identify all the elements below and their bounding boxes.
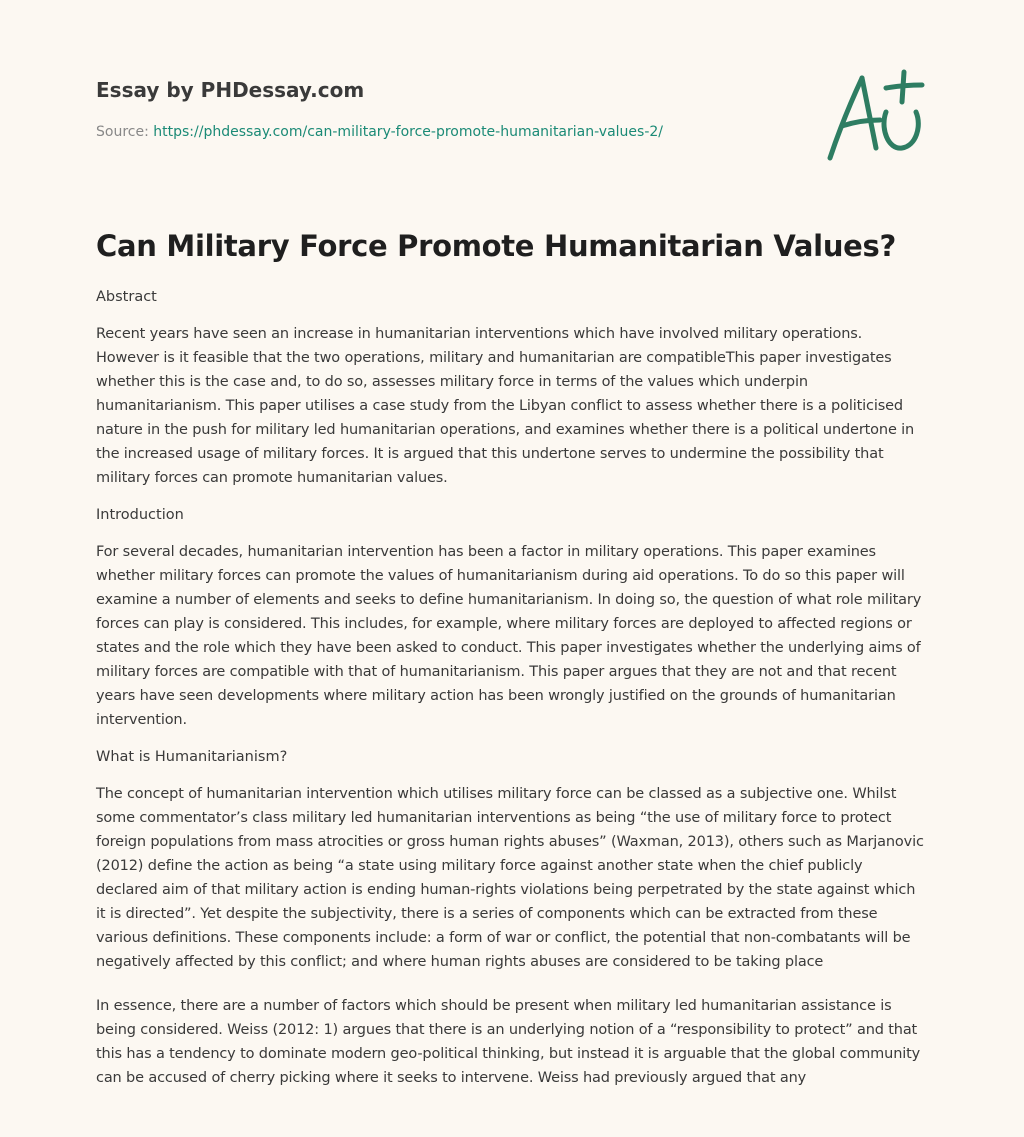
source-link[interactable]: https://phdessay.com/can-military-force-promote-humanitarian-values-2/ — [153, 124, 663, 140]
introduction-paragraph: For several decades, humanitarian intervention has been a factor in military operations. This paper examines whether military forces can promote the values of humanitarianism during aid operations. To do so this paper will examine a number of elements and seeks to define humanitarianism. In doing so, the question of what role military forces can play is considered. This includes, for example, where military forces are deployed to affected regions or states and the role which they have been asked to conduct. This paper investigates whether the underlying aims of military forces are compatible with that of humanitarianism. This paper argues that they are not and that recent years have seen developments where military action has been wrongly justified on the grounds of humanitarian intervention. — [96, 544, 922, 728]
abstract-paragraph: Recent years have seen an increase in humanitarian interventions which have involved military operations. However is it feasible that the two operations, military and humanitarian are compatibleThis paper investigates whether this is the case and, to do so, assesses military force in terms of the values which underpin humanitarianism. This paper utilises a case study from the Libyan conflict to assess whether there is a politicised nature in the push for military led humanitarian operations, and examines whether there is a political undertone in the increased usage of military forces. It is argued that this undertone serves to undermine the possibility that military forces can promote humanitarian values. — [96, 326, 915, 486]
essay-title: Can Military Force Promote Humanitarian Values? — [96, 229, 897, 263]
a-plus-logo-icon — [822, 68, 930, 164]
header — [96, 76, 796, 142]
source-line — [96, 122, 796, 142]
essay-body — [96, 226, 928, 1104]
section-paragraph-2: In essence, there are a number of factors which should be present when military led humanitarian assistance is being considered. Weiss (2012: 1) argues that there is an underlying notion of a “responsibility to protect” and that this has a tendency to dominate modern geo-political thinking, but instead it is arguable that the global community can be accused of cherry picking where it seeks to intervene. Weiss had previously argued that any — [96, 998, 921, 1086]
section-heading: What is Humanitarianism? — [96, 749, 288, 765]
abstract-heading: Abstract — [96, 289, 157, 305]
introduction-heading: Introduction — [96, 507, 184, 523]
source-label: Source: — [96, 124, 149, 140]
section-paragraph-1: The concept of humanitarian intervention which utilises military force can be classed as a subjective one. Whilst some commentator’s class military led humanitarian interventions as being “the use of military force to protect foreign populations from mass atrocities or gross human rights abuses” (Waxman, 2013), others such as Marjanovic (2012) define the action as being “a state using military force against another state when the chief publicly declared aim of that military action is ending human-rights violations being perpetrated by the state against which it is directed”. Yet despite the subjectivity, there is a series of components which can be extracted from these various definitions. These components include: a form of war or conflict, the potential that non-combatants will be negatively affected by this conflict; and where human rights abuses are considered to be taking place — [96, 786, 924, 970]
site-title: Essay by PHDessay.com — [96, 78, 365, 102]
